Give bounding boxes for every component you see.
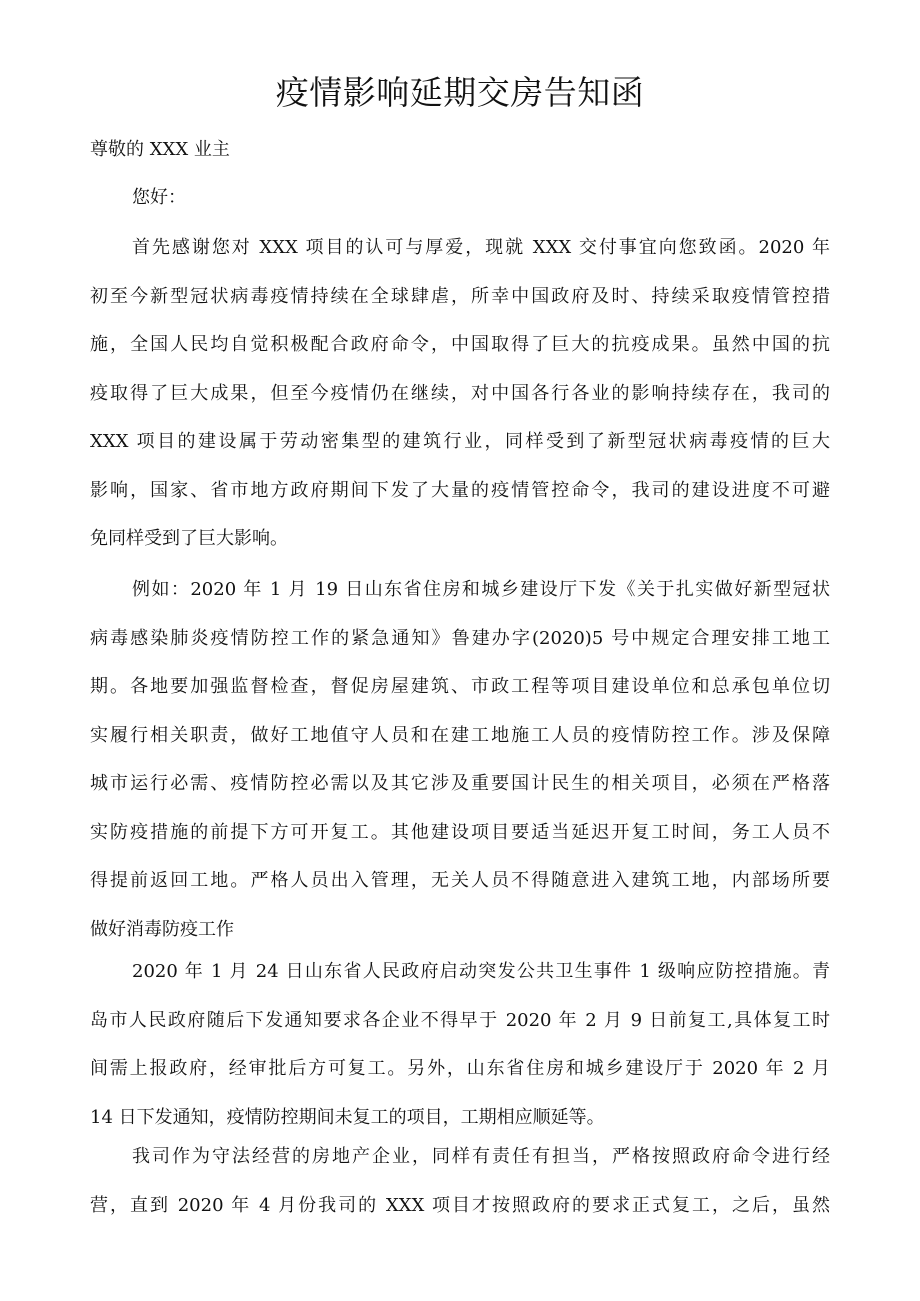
paragraph-line: 实履行相关职责，做好工地值守人员和在建工地施工人员的疫情防控工作。涉及保障 — [90, 724, 830, 746]
paragraph-company-statement — [90, 1133, 830, 1230]
paragraph-line: 病毒感染肺炎疫情防控工作的紧急通知》鲁建办字(2020)5 号中规定合理安排工地工 — [90, 627, 830, 649]
paragraph-line: 间需上报政府，经审批后方可复工。另外，山东省住房和城乡建设厅于 2020 年 2 月 — [90, 1058, 830, 1079]
paragraph-line: 城市运行必需、疫情防控必需以及其它涉及重要国计民生的相关项目，必须在严格落 — [90, 773, 830, 794]
paragraph-line: 施，全国人民均自觉积极配合政府命令，中国取得了巨大的抗疫成果。虽然中国的抗 — [90, 334, 830, 355]
paragraph-line: 得提前返回工地。严格人员出入管理，无关人员不得随意进入建筑工地，内部场所要 — [90, 870, 830, 891]
paragraph-line: 首先感谢您对 XXX 项目的认可与厚爱，现就 XXX 交付事宜向您致函。2020 年 — [132, 237, 830, 258]
paragraph-line: 免同样受到了巨大影响。 — [90, 528, 288, 549]
paragraph-line: 初至今新型冠状病毒疫情持续在全球肆虐，所幸中国政府及时、持续采取疫情管控措 — [90, 285, 830, 307]
paragraph-line: 营，直到 2020 年 4 月份我司的 XXX 项目才按照政府的要求正式复工，之后，虽然 — [90, 1194, 830, 1216]
paragraph-line: 岛市人民政府随后下发通知要求各企业不得早于 2020 年 2 月 9 日前复工,具体复工时 — [90, 1009, 830, 1031]
paragraph-line: 例如：2020 年 1 月 19 日山东省住房和城乡建设厅下发《关于扎实做好新型冠状 — [132, 579, 830, 600]
paragraph-line: 期。各地要加强监督检查，督促房屋建筑、市政工程等项目建设单位和总承包单位切 — [90, 676, 830, 697]
paragraph-line: XXX 项目的建设属于劳动密集型的建筑行业，同样受到了新型冠状病毒疫情的巨大 — [90, 431, 830, 452]
salutation: 尊敬的 XXX 业主 — [90, 139, 230, 160]
paragraph-line: 疫取得了巨大成果，但至今疫情仍在继续，对中国各行各业的影响持续存在，我司的 — [90, 382, 830, 404]
paragraph-line: 2020 年 1 月 24 日山东省人民政府启动突发公共卫生事件 1 级响应防控措施。青 — [132, 961, 830, 982]
greeting: 您好： — [132, 187, 186, 208]
paragraph-line: 我司作为守法经营的房地产企业，同样有责任有担当，严格按照政府命令进行经 — [132, 1146, 830, 1167]
paragraph-line: 影响，国家、省市地方政府期间下发了大量的疫情管控命令，我司的建设进度不可避 — [90, 479, 830, 501]
paragraph-provincial-response — [90, 948, 830, 1142]
paragraph-line: 做好消毒防疫工作 — [90, 918, 234, 940]
paragraph-thanks — [90, 224, 830, 564]
document-title: 疫情影响延期交房告知函 — [275, 73, 645, 112]
paragraph-example — [90, 566, 830, 954]
paragraph-line: 实防疫措施的前提下方可开复工。其他建设项目要适当延迟开复工时间，务工人员不 — [90, 821, 830, 843]
paragraph-line: 14 日下发通知，疫情防控期间未复工的项目，工期相应顺延等。 — [90, 1106, 605, 1128]
